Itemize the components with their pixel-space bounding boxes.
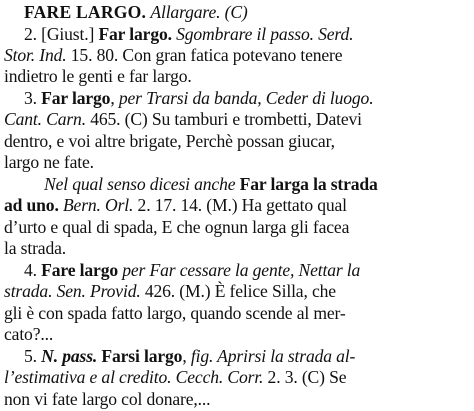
source-citation: (C) (220, 2, 248, 22)
sense-4-line-2: strada. Sen. Provid. 426. (M.) È felice Silla, che (4, 281, 336, 302)
subsense-line-1: Nel qual senso dicesi anche Far larga la strada (44, 173, 378, 194)
sense-5-line-3: non vi fate largo col donare,... (4, 388, 211, 409)
sense-5-line-2: l’estimativa e al credito. Cecch. Corr. 2. 3. (C) Se (4, 367, 347, 388)
sense-3-line-3: dentro, e voi altre brigate, Perchè possan giucar, (4, 130, 335, 151)
subsense-line-4: la strada. (4, 238, 67, 259)
sense-5-line-1: 5. N. pass. Farsi largo, fig. Aprirsi la strada al- (24, 345, 356, 366)
citation-source: l’estimativa e al credito. Cecch. Corr. (4, 367, 264, 388)
subsense-phrase: Far larga la strada (239, 173, 378, 194)
citation-source: Cant. Carn. (4, 109, 86, 130)
sense-2-definition: Sgombrare il passo. Serd. (176, 23, 354, 44)
citation-source: Bern. Orl. (62, 195, 134, 216)
sense-5-definition: fig. Aprirsi la strada al- (190, 345, 356, 366)
sense-3-phrase: Far largo (41, 87, 111, 108)
subsense-line-2: ad uno. Bern. Orl. 2. 17. 14. (M.) Ha gettato qual (4, 195, 347, 216)
entry-headword-line (24, 2, 474, 24)
sense-2-line-2: Stor. Ind. 15. 80. Con gran fatica potevano tenere (4, 44, 343, 65)
citation-source: Stor. Ind. (4, 44, 67, 65)
sense-3-definition: per Trarsi da banda, Ceder di luogo. (118, 87, 374, 108)
subsense-line-3: d’urto e qual di spada, E che ognun larga gli facea (4, 216, 350, 237)
sense-5-phrase: Farsi largo (101, 345, 183, 366)
sense-3-line-2: Cant. Carn. 465. (C) Su tamburi e trombetti, Datevi (4, 109, 362, 130)
sense-5-label: N. pass. (41, 345, 98, 366)
sense-4-definition: per Far cessare la gente, Nettar la (122, 259, 361, 280)
sense-3-line-1: 3. Far largo, per Trarsi da banda, Ceder di luogo. (24, 87, 374, 108)
entry-definition: Allargare. (150, 2, 221, 22)
sense-4-phrase: Fare largo (41, 259, 118, 280)
citation-source: strada. Sen. Provid. (4, 281, 141, 302)
sense-2-phrase: Far largo. (98, 23, 172, 44)
sense-4-line-3: gli è con spada fatto largo, quando scende al mer- (4, 302, 346, 323)
entry-headword: FARE LARGO. (24, 2, 147, 22)
sense-4-line-1: 4. Fare largo per Far cessare la gente, Nettar la (24, 259, 361, 280)
sense-4-line-4: cato?... (4, 324, 54, 345)
sense-3-line-4: largo ne fate. (4, 152, 94, 173)
sense-2-line-3: indietro le genti e far largo. (4, 66, 192, 87)
sense-2-line-1: 2. [Giust.] Far largo. Sgombrare il passo. Serd. (24, 23, 354, 44)
